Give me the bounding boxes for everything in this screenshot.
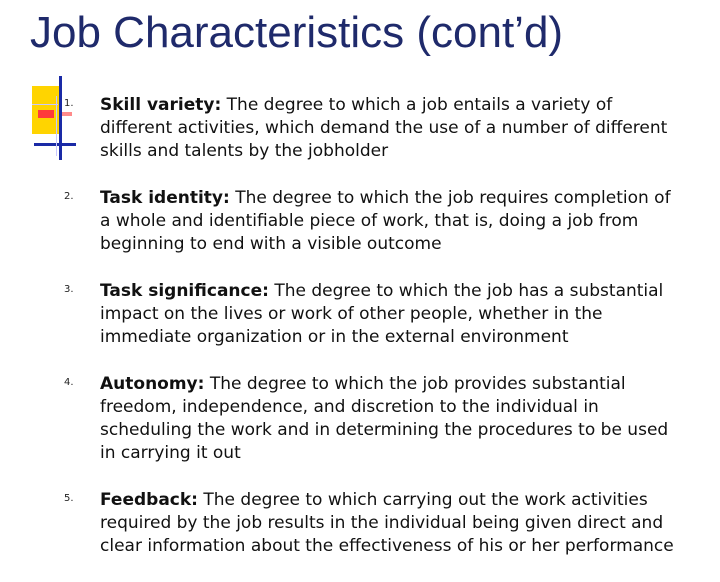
list-item-term: Feedback: xyxy=(100,490,198,510)
list-item-body xyxy=(100,94,684,163)
list-item-term: Task identity: xyxy=(100,188,230,208)
list-item xyxy=(64,280,684,349)
list-item-text: The degree to which the job requires completion of a whole and identifiable piece of work, that is, doing a job from beginning to end with a visible outcome xyxy=(100,188,671,254)
list-item-text: The degree to which carrying out the work activities required by the job results in the individual being given direct and clear information about the effectiveness of his or her performance xyxy=(100,490,674,556)
list-item-term: Skill variety: xyxy=(100,95,222,115)
list-item xyxy=(64,94,684,163)
list-item xyxy=(64,187,684,256)
list-item-text: The degree to which the job provides substantial freedom, independence, and discretion to the individual in scheduling the work and in determining the procedures to be used in carrying it out xyxy=(100,374,669,463)
characteristics-list xyxy=(64,94,684,582)
list-item-number: 4. xyxy=(64,377,74,388)
list-item-number: 1. xyxy=(64,98,74,109)
slide-title: Job Characteristics (cont’d) xyxy=(30,8,564,57)
list-item xyxy=(64,489,684,558)
list-item-term: Autonomy: xyxy=(100,374,205,394)
list-item-body xyxy=(100,280,684,349)
list-item-number: 2. xyxy=(64,191,74,202)
list-item xyxy=(64,373,684,465)
list-item-body xyxy=(100,373,684,465)
list-item-text: The degree to which a job entails a variety of different activities, which demand the use of a number of different skills and talents by the jobholder xyxy=(100,95,668,161)
list-item-number: 3. xyxy=(64,284,74,295)
list-item-body xyxy=(100,187,684,256)
list-item-body xyxy=(100,489,684,558)
list-item-term: Task significance: xyxy=(100,281,269,301)
list-item-number: 5. xyxy=(64,493,74,504)
list-item-text: The degree to which the job has a substantial impact on the lives or work of other people, whether in the immediate organization or in the external environment xyxy=(100,281,664,347)
